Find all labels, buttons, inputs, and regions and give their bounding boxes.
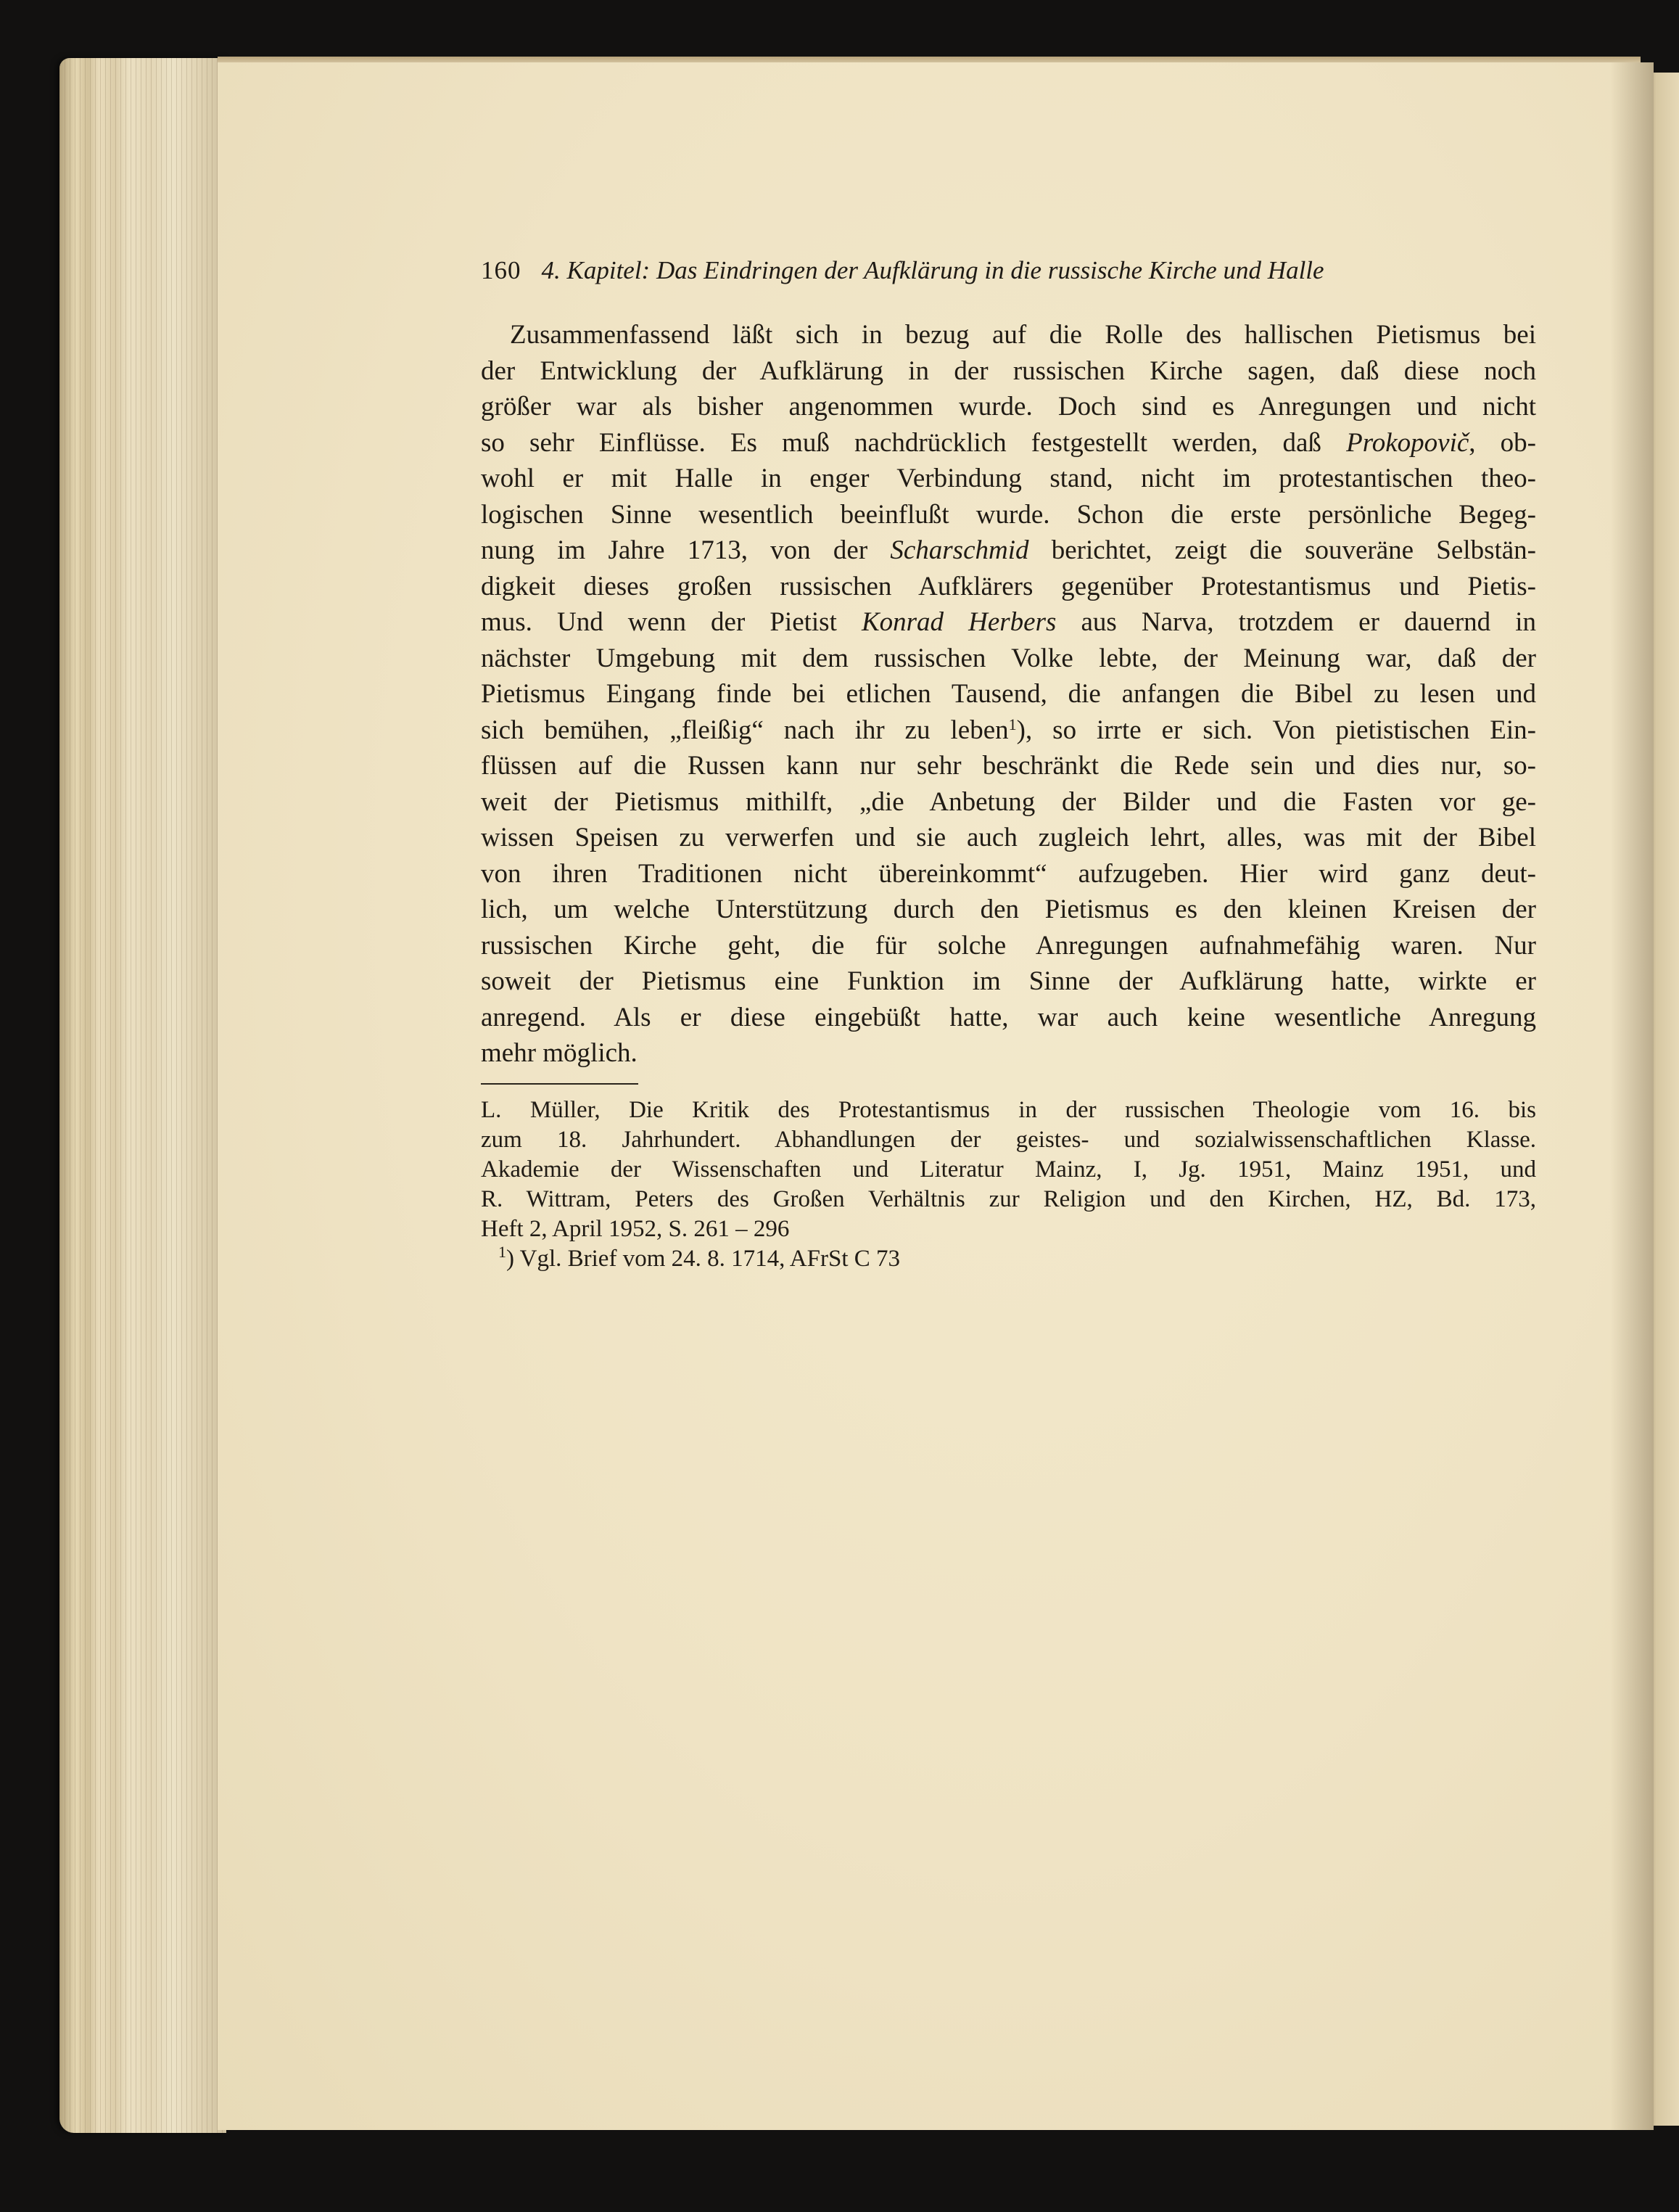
italic-name: Prokopovič	[1346, 427, 1469, 458]
text-line: der Entwicklung der Aufklärung in der russischen Kirche sagen, daß diese noch	[481, 355, 1536, 386]
footnote-number: 1	[498, 1243, 506, 1261]
text-line: nächster Umgebung mit dem russischen Volke lebte, der Meinung war, daß der	[481, 643, 1536, 673]
italic-name: Scharschmid	[890, 535, 1029, 565]
text-line: anregend. Als er diese eingebüßt hatte, war auch keine wesentliche Anregung	[481, 1002, 1536, 1032]
text-line: größer war als bisher angenommen wurde. Doch sind es Anregungen und nicht	[481, 392, 1536, 422]
text-line: digkeit dieses großen russischen Aufklärers gegenüber Protestantismus und Pietis-	[481, 571, 1536, 601]
gutter-shadow	[1610, 62, 1654, 2130]
text-line: logischen Sinne wesentlich beeinflußt wurde. Schon die erste persönliche Begeg-	[481, 499, 1536, 530]
text-line: soweit der Pietismus eine Funktion im Sinne der Aufklärung hatte, wirkte er	[481, 966, 1536, 996]
text-line-with-footnote: sich bemühen, „fleißig“ nach ihr zu leben$^1$), so irrte er sich. Von pietistischen Ein-	[481, 715, 1536, 745]
text-line-with-italic: mus. Und wenn der Pietist Konrad Herbers aus Narva, trotzdem er dauernd in	[481, 607, 1536, 637]
text-line: Pietismus Eingang finde bei etlichen Tausend, die anfangen die Bibel zu lesen und	[481, 679, 1536, 709]
text-line-with-italic: so sehr Einflüsse. Es muß nachdrücklich festgestellt werden, daß Prokopovič, ob-	[481, 427, 1537, 458]
text-line: von ihren Traditionen nicht übereinkommt“ aufzugeben. Hier wird ganz deut-	[481, 858, 1536, 889]
text-line: Zusammenfassend läßt sich in bezug auf die Rolle des hallischen Pietismus bei	[510, 320, 1536, 350]
footnote-text: ) Vgl. Brief vom 24. 8. 1714, AFrSt C 73	[506, 1246, 901, 1272]
text-line: flüssen auf die Russen kann nur sehr beschränkt die Rede sein und dies nur, so-	[481, 751, 1536, 781]
note-line: Heft 2, April 1952, S. 261 – 296	[481, 1216, 790, 1242]
main-text	[481, 317, 1536, 1072]
note-line: zum 18. Jahrhundert. Abhandlungen der geistes- und sozialwissenschaftlichen Klasse.	[481, 1127, 1536, 1153]
page-edges-stack	[59, 58, 226, 2133]
note-line: R. Wittram, Peters des Großen Verhältnis zur Religion und den Kirchen, HZ, Bd. 173,	[481, 1186, 1536, 1212]
note-line: Akademie der Wissenschaften und Literatur Mainz, I, Jg. 1951, Mainz 1951, und	[481, 1156, 1536, 1183]
footnote-1	[481, 1244, 1536, 1274]
footnote-marker: 1	[1008, 715, 1017, 733]
text-line: lich, um welche Unterstützung durch den Pietismus es den kleinen Kreisen der	[481, 895, 1536, 924]
running-title: 4. Kapitel: Das Eindringen der Aufklärung in die russische Kirche und Halle	[541, 256, 1324, 284]
footnote-rule	[481, 1083, 638, 1085]
note-line: L. Müller, Die Kritik des Protestantismus in der russischen Theologie vom 16. bis	[481, 1097, 1536, 1123]
running-header	[481, 256, 1474, 289]
text-line-with-italic: nung im Jahre 1713, von der Scharschmid berichtet, zeigt die souveräne Selbstän-	[481, 535, 1536, 565]
text-line: weit der Pietismus mithilft, „die Anbetung der Bilder und die Fasten vor ge-	[481, 786, 1536, 817]
text-line: wissen Speisen zu verwerfen und sie auch zugleich lehrt, alles, was mit der Bibel	[481, 823, 1536, 852]
footnotes	[481, 1095, 1536, 1274]
text-line: wohl er mit Halle in enger Verbindung stand, nicht im protestantischen theo-	[481, 464, 1536, 493]
italic-name: Konrad Herbers	[861, 607, 1057, 637]
text-line: russischen Kirche geht, die für solche Anregungen aufnahmefähig waren. Nur	[481, 930, 1536, 961]
text-line: mehr möglich.	[481, 1038, 638, 1068]
page-edges-lines	[59, 58, 226, 2133]
page-number: 160	[481, 256, 521, 284]
